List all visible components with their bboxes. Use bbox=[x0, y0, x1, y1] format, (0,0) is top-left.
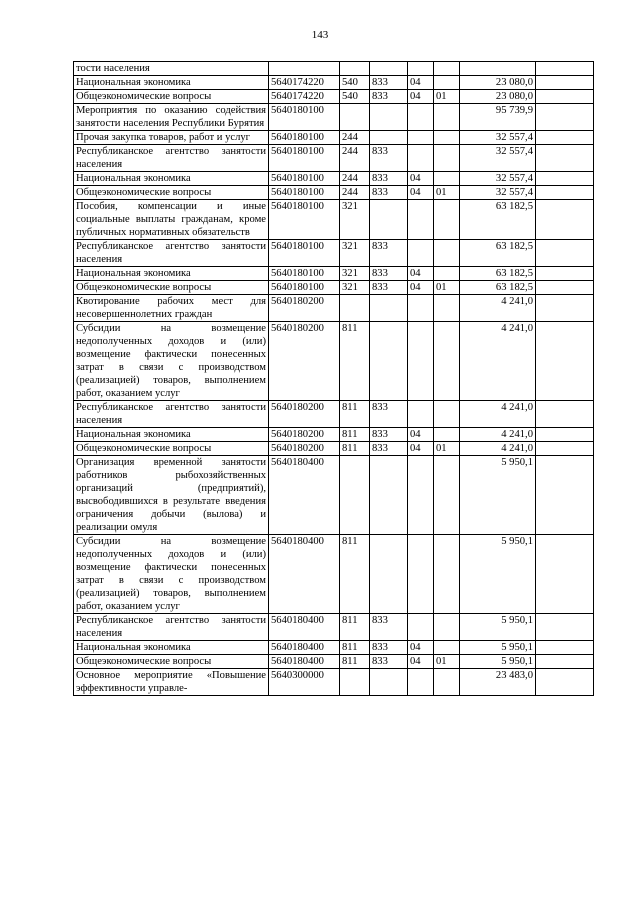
item-name: Общеэкономические вопросы bbox=[74, 442, 269, 456]
section-code: 04 bbox=[408, 90, 434, 104]
item-name: Основное мероприятие «Повышение эффективности управле- bbox=[74, 669, 269, 696]
amount: 5 950,1 bbox=[460, 655, 536, 669]
subsection-code: 01 bbox=[434, 442, 460, 456]
target-code: 5640174220 bbox=[269, 90, 340, 104]
table-row bbox=[74, 456, 594, 535]
table-row bbox=[74, 655, 594, 669]
target-code: 5640180400 bbox=[269, 456, 340, 535]
item-name: Мероприятия по оказанию содействия занятости населения Республики Бурятия bbox=[74, 104, 269, 131]
section-code: 04 bbox=[408, 281, 434, 295]
table-row bbox=[74, 535, 594, 614]
amount: 63 182,5 bbox=[460, 240, 536, 267]
amount: 5 950,1 bbox=[460, 614, 536, 641]
target-code: 5640180100 bbox=[269, 172, 340, 186]
ministry-code: 833 bbox=[370, 186, 408, 200]
expense-type: 540 bbox=[340, 90, 370, 104]
empty-cell bbox=[536, 669, 594, 696]
section-code bbox=[408, 62, 434, 76]
item-name: тости населения bbox=[74, 62, 269, 76]
section-code: 04 bbox=[408, 428, 434, 442]
expense-type: 811 bbox=[340, 322, 370, 401]
amount: 4 241,0 bbox=[460, 322, 536, 401]
empty-cell bbox=[536, 614, 594, 641]
empty-cell bbox=[536, 186, 594, 200]
ministry-code bbox=[370, 535, 408, 614]
item-name: Республиканское агентство занятости населения bbox=[74, 145, 269, 172]
table-row bbox=[74, 442, 594, 456]
subsection-code bbox=[434, 267, 460, 281]
target-code: 5640180200 bbox=[269, 442, 340, 456]
amount: 32 557,4 bbox=[460, 131, 536, 145]
item-name: Организация временной занятости работников рыбохозяйственных организаций (предприятий), высвободившихся в результате введения ограничения добычи (вылова) и реализации омуля bbox=[74, 456, 269, 535]
target-code: 5640180400 bbox=[269, 655, 340, 669]
subsection-code: 01 bbox=[434, 90, 460, 104]
ministry-code: 833 bbox=[370, 655, 408, 669]
section-code bbox=[408, 401, 434, 428]
table-row bbox=[74, 104, 594, 131]
section-code: 04 bbox=[408, 442, 434, 456]
subsection-code bbox=[434, 295, 460, 322]
empty-cell bbox=[536, 655, 594, 669]
section-code bbox=[408, 669, 434, 696]
ministry-code bbox=[370, 200, 408, 240]
expense-type: 811 bbox=[340, 655, 370, 669]
expense-type: 244 bbox=[340, 186, 370, 200]
subsection-code bbox=[434, 76, 460, 90]
expense-type bbox=[340, 456, 370, 535]
section-code: 04 bbox=[408, 76, 434, 90]
table-row bbox=[74, 614, 594, 641]
ministry-code: 833 bbox=[370, 145, 408, 172]
empty-cell bbox=[536, 401, 594, 428]
ministry-code: 833 bbox=[370, 614, 408, 641]
item-name: Республиканское агентство занятости населения bbox=[74, 614, 269, 641]
target-code bbox=[269, 62, 340, 76]
ministry-code: 833 bbox=[370, 442, 408, 456]
target-code: 5640180400 bbox=[269, 614, 340, 641]
amount: 5 950,1 bbox=[460, 641, 536, 655]
subsection-code: 01 bbox=[434, 186, 460, 200]
expense-type: 244 bbox=[340, 131, 370, 145]
empty-cell bbox=[536, 535, 594, 614]
section-code: 04 bbox=[408, 186, 434, 200]
section-code: 04 bbox=[408, 641, 434, 655]
expense-type: 811 bbox=[340, 442, 370, 456]
subsection-code bbox=[434, 669, 460, 696]
subsection-code bbox=[434, 145, 460, 172]
subsection-code bbox=[434, 401, 460, 428]
subsection-code bbox=[434, 641, 460, 655]
empty-cell bbox=[536, 172, 594, 186]
target-code: 5640180100 bbox=[269, 131, 340, 145]
empty-cell bbox=[536, 62, 594, 76]
table-row bbox=[74, 76, 594, 90]
table-row bbox=[74, 131, 594, 145]
item-name: Субсидии на возмещение недополученных доходов и (или) возмещение фактически понесенных затрат в связи с производством (реализацией) товаров, выполнением работ, оказанием услуг bbox=[74, 535, 269, 614]
item-name: Республиканское агентство занятости населения bbox=[74, 240, 269, 267]
expense-type: 244 bbox=[340, 145, 370, 172]
ministry-code bbox=[370, 669, 408, 696]
empty-cell bbox=[536, 240, 594, 267]
empty-cell bbox=[536, 131, 594, 145]
ministry-code bbox=[370, 456, 408, 535]
item-name: Субсидии на возмещение недополученных доходов и (или) возмещение фактически понесенных затрат в связи с производством (реализацией) товаров, выполнением работ, оказанием услуг bbox=[74, 322, 269, 401]
subsection-code bbox=[434, 62, 460, 76]
empty-cell bbox=[536, 200, 594, 240]
target-code: 5640180200 bbox=[269, 322, 340, 401]
item-name: Общеэкономические вопросы bbox=[74, 281, 269, 295]
ministry-code: 833 bbox=[370, 76, 408, 90]
amount: 4 241,0 bbox=[460, 401, 536, 428]
table-row bbox=[74, 295, 594, 322]
section-code bbox=[408, 295, 434, 322]
empty-cell bbox=[536, 104, 594, 131]
target-code: 5640174220 bbox=[269, 76, 340, 90]
item-name: Пособия, компенсации и иные социальные выплаты гражданам, кроме публичных нормативных обязательств bbox=[74, 200, 269, 240]
expense-type bbox=[340, 295, 370, 322]
empty-cell bbox=[536, 90, 594, 104]
target-code: 5640180200 bbox=[269, 428, 340, 442]
target-code: 5640180400 bbox=[269, 535, 340, 614]
item-name: Общеэкономические вопросы bbox=[74, 186, 269, 200]
table-row bbox=[74, 669, 594, 696]
amount: 32 557,4 bbox=[460, 172, 536, 186]
section-code bbox=[408, 104, 434, 131]
table-row bbox=[74, 62, 594, 76]
empty-cell bbox=[536, 76, 594, 90]
item-name: Национальная экономика bbox=[74, 172, 269, 186]
amount: 4 241,0 bbox=[460, 295, 536, 322]
table-row bbox=[74, 186, 594, 200]
expense-type: 811 bbox=[340, 641, 370, 655]
empty-cell bbox=[536, 281, 594, 295]
target-code: 5640180100 bbox=[269, 267, 340, 281]
subsection-code bbox=[434, 322, 460, 401]
ministry-code bbox=[370, 62, 408, 76]
target-code: 5640180100 bbox=[269, 186, 340, 200]
ministry-code: 833 bbox=[370, 240, 408, 267]
ministry-code: 833 bbox=[370, 90, 408, 104]
ministry-code bbox=[370, 104, 408, 131]
section-code: 04 bbox=[408, 267, 434, 281]
section-code bbox=[408, 200, 434, 240]
table-row bbox=[74, 281, 594, 295]
target-code: 5640180100 bbox=[269, 240, 340, 267]
amount: 95 739,9 bbox=[460, 104, 536, 131]
table-row bbox=[74, 200, 594, 240]
target-code: 5640180100 bbox=[269, 281, 340, 295]
amount: 23 080,0 bbox=[460, 76, 536, 90]
table-row bbox=[74, 267, 594, 281]
target-code: 5640180100 bbox=[269, 145, 340, 172]
amount: 32 557,4 bbox=[460, 145, 536, 172]
subsection-code bbox=[434, 172, 460, 186]
table-body bbox=[74, 62, 594, 696]
page-number: 143 bbox=[311, 29, 329, 41]
table-row bbox=[74, 322, 594, 401]
item-name: Квотирование рабочих мест для несовершеннолетних граждан bbox=[74, 295, 269, 322]
amount: 5 950,1 bbox=[460, 535, 536, 614]
subsection-code bbox=[434, 240, 460, 267]
subsection-code: 01 bbox=[434, 281, 460, 295]
table-row bbox=[74, 641, 594, 655]
section-code: 04 bbox=[408, 655, 434, 669]
amount: 32 557,4 bbox=[460, 186, 536, 200]
subsection-code bbox=[434, 614, 460, 641]
target-code: 5640180400 bbox=[269, 641, 340, 655]
expense-type: 321 bbox=[340, 240, 370, 267]
empty-cell bbox=[536, 641, 594, 655]
ministry-code bbox=[370, 295, 408, 322]
empty-cell bbox=[536, 295, 594, 322]
subsection-code bbox=[434, 456, 460, 535]
ministry-code: 833 bbox=[370, 267, 408, 281]
subsection-code bbox=[434, 200, 460, 240]
expense-type: 811 bbox=[340, 535, 370, 614]
section-code bbox=[408, 535, 434, 614]
ministry-code: 833 bbox=[370, 641, 408, 655]
target-code: 5640300000 bbox=[269, 669, 340, 696]
section-code bbox=[408, 240, 434, 267]
ministry-code bbox=[370, 131, 408, 145]
table-row bbox=[74, 240, 594, 267]
subsection-code bbox=[434, 428, 460, 442]
expense-type: 811 bbox=[340, 428, 370, 442]
section-code: 04 bbox=[408, 172, 434, 186]
item-name: Республиканское агентство занятости населения bbox=[74, 401, 269, 428]
empty-cell bbox=[536, 145, 594, 172]
ministry-code: 833 bbox=[370, 281, 408, 295]
table-row bbox=[74, 401, 594, 428]
expense-type: 321 bbox=[340, 267, 370, 281]
item-name: Общеэкономические вопросы bbox=[74, 90, 269, 104]
expense-type bbox=[340, 104, 370, 131]
expense-type: 321 bbox=[340, 200, 370, 240]
expense-type bbox=[340, 669, 370, 696]
item-name: Национальная экономика bbox=[74, 428, 269, 442]
amount: 23 080,0 bbox=[460, 90, 536, 104]
expense-type: 321 bbox=[340, 281, 370, 295]
section-code bbox=[408, 145, 434, 172]
expense-type: 540 bbox=[340, 76, 370, 90]
budget-table bbox=[73, 61, 594, 696]
target-code: 5640180200 bbox=[269, 401, 340, 428]
ministry-code: 833 bbox=[370, 172, 408, 186]
table-row bbox=[74, 172, 594, 186]
empty-cell bbox=[536, 322, 594, 401]
item-name: Общеэкономические вопросы bbox=[74, 655, 269, 669]
empty-cell bbox=[536, 428, 594, 442]
subsection-code bbox=[434, 535, 460, 614]
subsection-code bbox=[434, 131, 460, 145]
section-code bbox=[408, 456, 434, 535]
target-code: 5640180100 bbox=[269, 104, 340, 131]
section-code bbox=[408, 322, 434, 401]
table-row bbox=[74, 428, 594, 442]
section-code bbox=[408, 131, 434, 145]
amount: 4 241,0 bbox=[460, 428, 536, 442]
amount: 63 182,5 bbox=[460, 267, 536, 281]
table-row bbox=[74, 90, 594, 104]
table-row bbox=[74, 145, 594, 172]
item-name: Прочая закупка товаров, работ и услуг bbox=[74, 131, 269, 145]
expense-type: 811 bbox=[340, 401, 370, 428]
amount: 5 950,1 bbox=[460, 456, 536, 535]
expense-type: 244 bbox=[340, 172, 370, 186]
empty-cell bbox=[536, 456, 594, 535]
empty-cell bbox=[536, 267, 594, 281]
target-code: 5640180200 bbox=[269, 295, 340, 322]
expense-type: 811 bbox=[340, 614, 370, 641]
amount bbox=[460, 62, 536, 76]
expense-type bbox=[340, 62, 370, 76]
subsection-code bbox=[434, 104, 460, 131]
amount: 23 483,0 bbox=[460, 669, 536, 696]
target-code: 5640180100 bbox=[269, 200, 340, 240]
ministry-code: 833 bbox=[370, 428, 408, 442]
amount: 4 241,0 bbox=[460, 442, 536, 456]
item-name: Национальная экономика bbox=[74, 76, 269, 90]
ministry-code: 833 bbox=[370, 401, 408, 428]
ministry-code bbox=[370, 322, 408, 401]
item-name: Национальная экономика bbox=[74, 641, 269, 655]
amount: 63 182,5 bbox=[460, 281, 536, 295]
empty-cell bbox=[536, 442, 594, 456]
amount: 63 182,5 bbox=[460, 200, 536, 240]
subsection-code: 01 bbox=[434, 655, 460, 669]
item-name: Национальная экономика bbox=[74, 267, 269, 281]
section-code bbox=[408, 614, 434, 641]
